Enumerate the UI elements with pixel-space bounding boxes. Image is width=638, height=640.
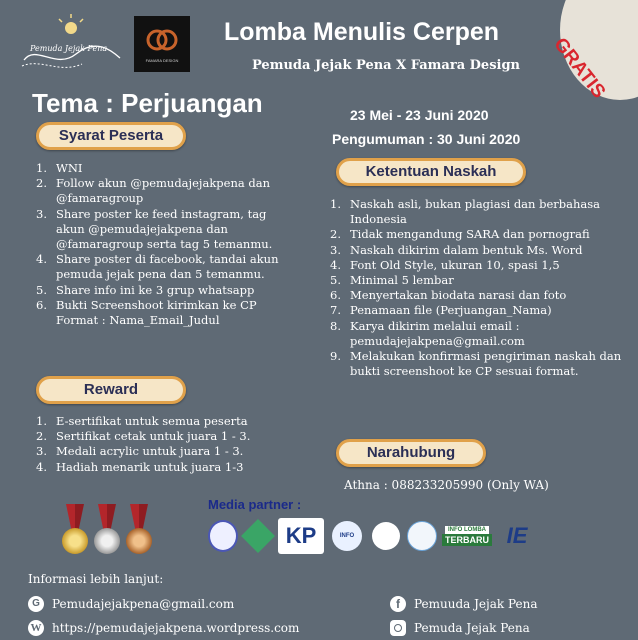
- list-item: 4. Font Old Style, ukuran 10, spasi 1,5: [330, 257, 560, 272]
- date-range: 23 Mei - 23 Juni 2020: [350, 107, 489, 123]
- list-item: 6. Menyertakan biodata narasi dan foto: [330, 288, 567, 303]
- partner-logo-4: INFO: [330, 518, 364, 554]
- list-item: 5. Share info ini ke 3 grup whatsapp: [36, 282, 255, 297]
- gold-medal-icon: [62, 528, 88, 554]
- instagram-row[interactable]: [390, 620, 530, 636]
- facebook-icon: f: [390, 596, 406, 612]
- reward-list: [36, 414, 294, 475]
- google-icon: G: [28, 596, 44, 612]
- list-item: 2. Follow akun @pemudajejakpena dan @famaragroup: [36, 176, 271, 206]
- info-heading: Informasi lebih lanjut:: [28, 572, 164, 586]
- list-item: 2. Sertifikat cetak untuk juara 1 - 3.: [36, 429, 251, 444]
- ribbon-icon: [98, 504, 116, 530]
- list-item: 8. Karya dikirim melalui email : pemudajejakpena@gmail.com: [330, 318, 525, 348]
- syarat-list: [36, 161, 294, 328]
- rings-icon: [134, 16, 190, 72]
- famara-design-logo: [134, 16, 190, 72]
- list-item: 1. E-sertifikat untuk semua peserta: [36, 414, 248, 428]
- website-link[interactable]: https://pemudajejakpena.wordpress.com: [52, 621, 300, 635]
- famara-logo-text: FAMARA DESIGN: [145, 58, 179, 63]
- media-partner-heading: Media partner :: [208, 497, 302, 512]
- list-item: 1. Naskah asli, bukan plagiasi dan berbahasa Indonesia: [330, 197, 600, 227]
- bronze-medal-icon: [126, 528, 152, 554]
- partner-logo-1: [208, 518, 238, 554]
- facebook-link[interactable]: Pemuuda Jejak Pena: [414, 597, 538, 611]
- list-item: 3. Medali acrylic untuk juara 1 - 3.: [36, 444, 244, 459]
- ketentuan-list: [330, 197, 626, 379]
- ribbon-icon: [130, 504, 148, 530]
- ribbon-icon: [66, 504, 84, 530]
- list-item: 4. Hadiah menarik untuk juara 1-3: [36, 459, 244, 474]
- partner-logo-2: [242, 518, 274, 554]
- partner-logo-6: [406, 518, 438, 554]
- partner-logo-info-lomba: INFO LOMBA TERBARU: [444, 518, 490, 554]
- narahubung-heading: Narahubung: [336, 439, 486, 467]
- list-item: 4. Share poster di facebook, tandai akun pemuda jejak pena dan 5 temanmu.: [36, 252, 279, 282]
- contact-phone: Athna : 088233205990 (Only WA): [344, 478, 549, 492]
- website-row[interactable]: [28, 620, 299, 636]
- logo-text: Pemuda Jejak Pena: [30, 44, 108, 53]
- gratis-badge: [549, 0, 638, 103]
- email-row[interactable]: [28, 596, 234, 612]
- poster-subtitle: Pemuda Jejak Pena X Famara Design: [252, 58, 520, 73]
- email-link[interactable]: Pemudajejakpena@gmail.com: [52, 597, 235, 611]
- instagram-link[interactable]: Pemuda Jejak Pena: [414, 621, 530, 635]
- instagram-icon: [390, 620, 406, 636]
- reward-heading: Reward: [36, 376, 186, 404]
- list-item: 1. WNI: [36, 161, 83, 175]
- facebook-row[interactable]: [390, 596, 538, 612]
- syarat-peserta-heading: Syarat Peserta: [36, 122, 186, 150]
- list-item: 5. Minimal 5 lembar: [330, 273, 454, 288]
- list-item: 2. Tidak mengandung SARA dan pornografi: [330, 227, 590, 242]
- list-item: 3. Share poster ke feed instagram, tag akun @pemudajejakpena dan @famaragroup serta tag 5 temanmu.: [36, 206, 273, 252]
- list-item: 3. Naskah dikirim dalam bentuk Ms. Word: [330, 242, 583, 257]
- wordpress-icon: W: [28, 620, 44, 636]
- list-item: 9. Melakukan konfirmasi pengiriman naskah dan bukti screenshoot ke CP sesuai format.: [330, 349, 622, 379]
- list-item: 7. Penamaan file (Perjuangan_Nama): [330, 303, 552, 318]
- list-item: 6. Bukti Screenshoot kirimkan ke CP Format : Nama_Email_Judul: [36, 297, 257, 328]
- announcement-date: Pengumuman : 30 Juni 2020: [332, 131, 521, 147]
- gratis-label: GRATIS: [549, 34, 610, 103]
- ketentuan-naskah-heading: Ketentuan Naskah: [336, 158, 526, 186]
- poster-title: Lomba Menulis Cerpen: [224, 18, 500, 46]
- pemuda-jejak-pena-logo: [16, 14, 128, 76]
- partner-logo-5: [370, 518, 402, 554]
- partner-logo-kp: KP: [278, 518, 324, 554]
- silver-medal-icon: [94, 528, 120, 554]
- partner-logo-ie: IE: [506, 523, 528, 548]
- tema-heading: Tema : Perjuangan: [32, 88, 263, 118]
